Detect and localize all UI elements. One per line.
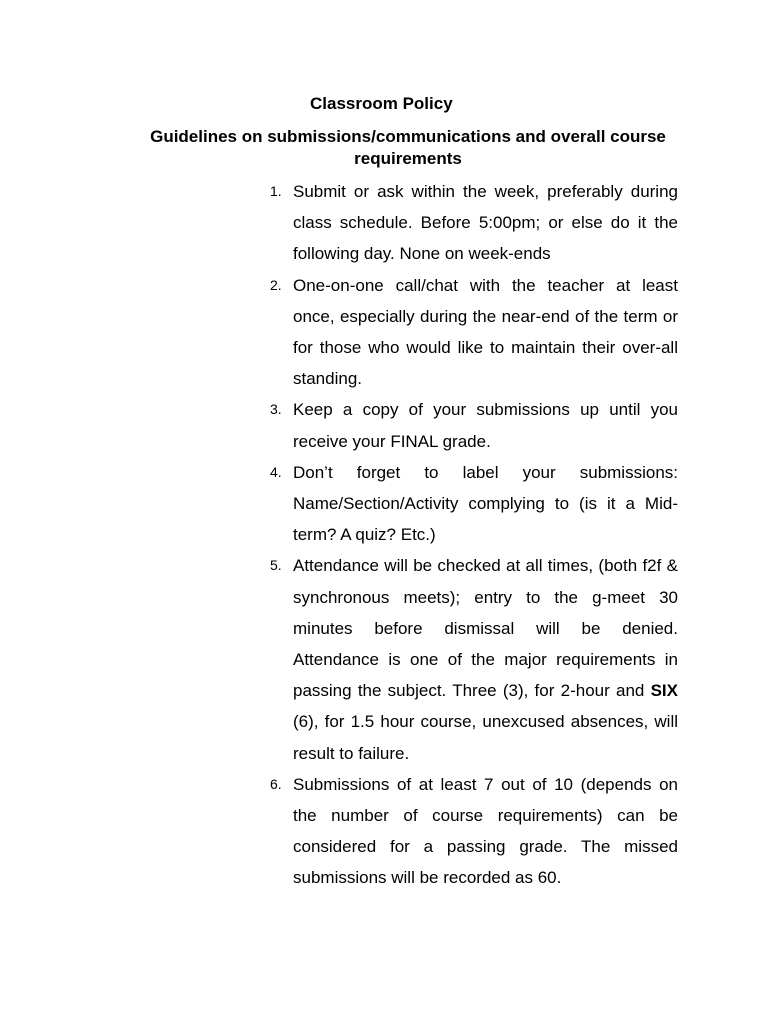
list-item — [262, 457, 678, 551]
list-item-number: 6. — [270, 775, 282, 792]
list-item-text: Keep a copy of your submissions up until you receive your FINAL grade. — [293, 400, 678, 451]
list-item-text: Submit or ask within the week, preferably during class schedule. Before 5:00pm; or else do it the following day. None on week-ends — [293, 182, 678, 264]
list-item-number: 1. — [270, 183, 282, 199]
list-item — [262, 769, 678, 894]
list-item-text-part: (6), for 1.5 hour course, unexcused absences, will result to failure. — [293, 712, 678, 763]
list-item-bold-text: SIX — [650, 681, 678, 701]
list-item-text — [293, 550, 678, 768]
policy-list — [262, 176, 678, 894]
list-item — [262, 270, 678, 395]
list-item-number: 5. — [270, 557, 282, 574]
list-item-text-part: Attendance will be checked at all times, (both f2f & synchronous meets); entry to the g-meet 30 minutes before dismissal will be denied. Attendance is one of the major requirements in passing the subject. Three (3), for 2-hour and — [293, 556, 678, 701]
list-item-text: Don’t forget to label your submissions: Name/Section/Activity complying to (is it a Mid-term? A quiz? Etc.) — [293, 462, 678, 545]
list-item-number: 3. — [270, 401, 282, 418]
list-item-number: 4. — [270, 463, 282, 480]
list-item — [262, 394, 678, 456]
list-item-number: 2. — [270, 276, 282, 293]
list-item — [262, 176, 678, 270]
document-title: Classroom Policy — [310, 94, 453, 113]
document-subtitle: Guidelines on submissions/communications and overall course requirements — [150, 127, 666, 168]
list-item-text: One-on-one call/chat with the teacher at least once, especially during the near-end of the term or for those who would like to maintain their over-all standing. — [293, 275, 678, 389]
list-item — [262, 550, 678, 768]
list-item-text: Submissions of at least 7 out of 10 (depends on the number of course requirements) can be considered for a passing grade. The missed submissions will be recorded as 60. — [293, 774, 678, 888]
